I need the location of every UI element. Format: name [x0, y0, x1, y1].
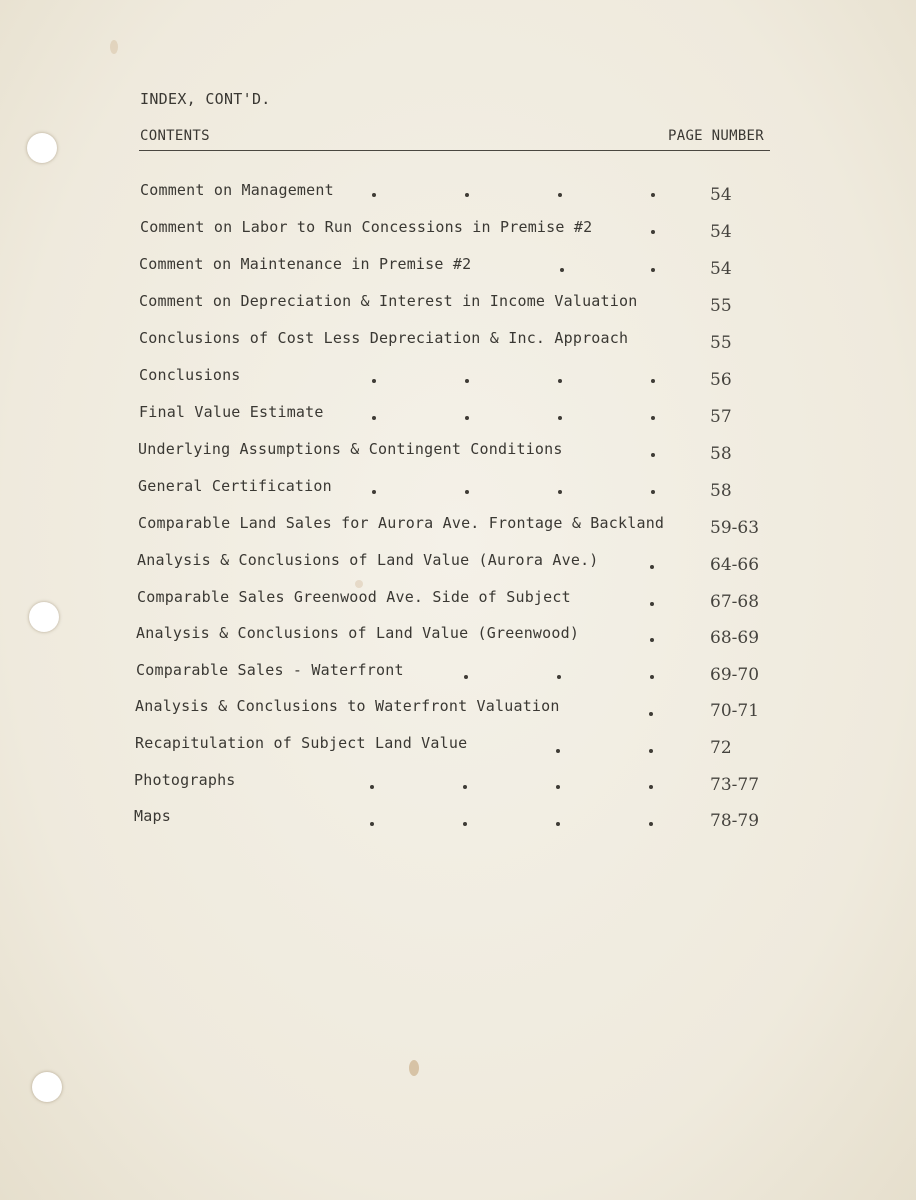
leader-dot: [649, 712, 653, 716]
leader-dot: [464, 675, 468, 679]
entry-page-number: 70-71: [710, 701, 760, 721]
entry-label: Comment on Labor to Run Concessions in Premise #2: [140, 218, 593, 236]
stain-mark: [355, 580, 363, 588]
entry-page-number: 54: [710, 222, 732, 242]
leader-dot: [650, 675, 654, 679]
leader-dot: [651, 453, 655, 457]
list-item: [0, 403, 916, 429]
page-title: INDEX, CONT'D.: [140, 90, 271, 108]
entry-page-number: 59-63: [710, 518, 760, 538]
entry-label: Comparable Sales - Waterfront: [136, 661, 404, 679]
leader-dot: [560, 268, 564, 272]
leader-dot: [651, 268, 655, 272]
list-item: [0, 218, 916, 244]
leader-dot: [558, 416, 562, 420]
stain-mark: [409, 1060, 419, 1076]
leader-dot: [651, 379, 655, 383]
entry-label: Conclusions of Cost Less Depreciation & Inc. Approach: [139, 329, 629, 347]
leader-dot: [463, 822, 467, 826]
entry-page-number: 54: [710, 185, 732, 205]
entry-page-number: 58: [710, 444, 732, 464]
header-underline: [139, 150, 770, 151]
leader-dot: [651, 193, 655, 197]
entry-page-number: 69-70: [710, 665, 760, 685]
leader-dot: [558, 490, 562, 494]
leader-dot: [372, 416, 376, 420]
list-item: [0, 551, 916, 577]
list-item: [0, 514, 916, 540]
contents-header: CONTENTS: [140, 128, 210, 144]
stain-mark: [110, 40, 118, 54]
leader-dot: [649, 822, 653, 826]
list-item: [0, 440, 916, 466]
leader-dot: [558, 379, 562, 383]
leader-dot: [370, 785, 374, 789]
list-item: [0, 329, 916, 355]
list-item: [0, 181, 916, 207]
entry-page-number: 72: [710, 738, 732, 758]
leader-dot: [558, 193, 562, 197]
entry-label: Underlying Assumptions & Contingent Conditions: [138, 440, 563, 458]
leader-dot: [649, 749, 653, 753]
leader-dot: [651, 230, 655, 234]
entry-page-number: 55: [710, 296, 732, 316]
leader-dot: [370, 822, 374, 826]
leader-dot: [556, 785, 560, 789]
entry-page-number: 64-66: [710, 555, 760, 575]
entry-page-number: 58: [710, 481, 732, 501]
entry-label: Maps: [134, 807, 171, 825]
entry-page-number: 67-68: [710, 592, 760, 612]
entry-label: Comment on Maintenance in Premise #2: [139, 255, 472, 273]
entry-label: Comparable Land Sales for Aurora Ave. Frontage & Backland: [138, 514, 665, 532]
entry-label: Conclusions: [139, 366, 241, 384]
entry-label: Final Value Estimate: [139, 403, 324, 421]
entry-label: Comment on Management: [140, 181, 334, 199]
list-item: [0, 697, 916, 723]
entry-label: Analysis & Conclusions to Waterfront Valuation: [135, 697, 560, 715]
leader-dot: [650, 565, 654, 569]
leader-dot: [465, 379, 469, 383]
entry-page-number: 73-77: [710, 775, 760, 795]
leader-dot: [556, 822, 560, 826]
leader-dot: [465, 490, 469, 494]
list-item: [0, 661, 916, 687]
leader-dot: [463, 785, 467, 789]
list-item: [0, 807, 916, 833]
leader-dot: [651, 490, 655, 494]
entry-label: Comment on Depreciation & Interest in Income Valuation: [139, 292, 638, 310]
entry-label: Comparable Sales Greenwood Ave. Side of Subject: [137, 588, 571, 606]
leader-dot: [372, 490, 376, 494]
list-item: [0, 588, 916, 614]
leader-dot: [651, 416, 655, 420]
entry-page-number: 54: [710, 259, 732, 279]
entry-page-number: 55: [710, 333, 732, 353]
list-item: [0, 477, 916, 503]
entry-page-number: 57: [710, 407, 732, 427]
punch-hole-bottom: [32, 1072, 62, 1102]
leader-dot: [372, 379, 376, 383]
list-item: [0, 624, 916, 650]
leader-dot: [556, 749, 560, 753]
entry-label: Analysis & Conclusions of Land Value (Greenwood): [136, 624, 580, 642]
list-item: [0, 366, 916, 392]
list-item: [0, 771, 916, 797]
entry-page-number: 68-69: [710, 628, 760, 648]
leader-dot: [372, 193, 376, 197]
entry-label: Analysis & Conclusions of Land Value (Aurora Ave.): [137, 551, 599, 569]
entry-label: Photographs: [134, 771, 236, 789]
leader-dot: [465, 416, 469, 420]
leader-dot: [649, 785, 653, 789]
punch-hole-top: [27, 133, 57, 163]
entry-label: General Certification: [138, 477, 332, 495]
entry-page-number: 56: [710, 370, 732, 390]
leader-dot: [650, 602, 654, 606]
leader-dot: [650, 638, 654, 642]
leader-dot: [465, 193, 469, 197]
entry-label: Recapitulation of Subject Land Value: [135, 734, 468, 752]
list-item: [0, 255, 916, 281]
page-number-header: PAGE NUMBER: [668, 128, 765, 144]
list-item: [0, 292, 916, 318]
entry-page-number: 78-79: [710, 811, 760, 831]
list-item: [0, 734, 916, 760]
leader-dot: [557, 675, 561, 679]
